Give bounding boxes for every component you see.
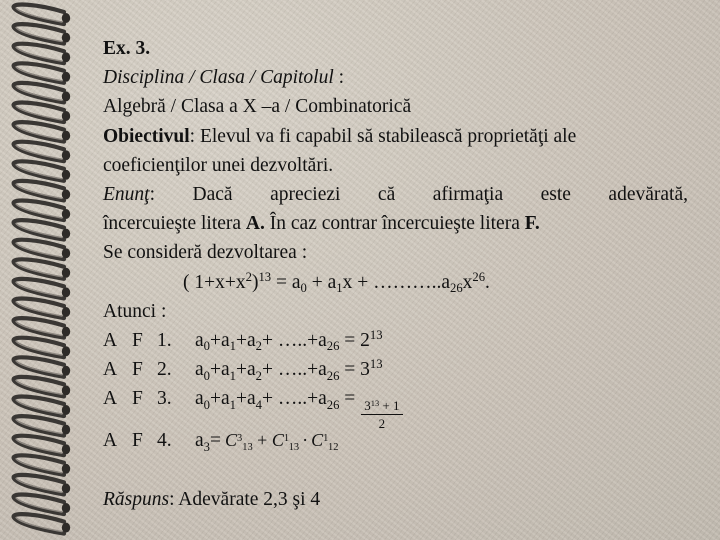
choice-a-1[interactable]: A <box>103 330 118 352</box>
binding-ring <box>14 299 71 318</box>
statement-expression: $a_3=$ <box>195 430 221 454</box>
statement-expression: $a_0+a_1+a_2+$ $\dots..+a_{26} = 3^{13}$ <box>195 357 383 383</box>
objective-line <box>103 122 688 151</box>
statement-3 <box>103 384 688 432</box>
objective-label: Obiectivul <box>103 125 190 147</box>
binding-ring <box>14 357 71 376</box>
meta-line <box>103 63 688 92</box>
binding-ring <box>14 338 71 357</box>
statement-1 <box>103 326 688 355</box>
then-line: Atunci : <box>103 300 167 322</box>
instruction-line-2 <box>103 209 688 238</box>
binding-ring <box>14 122 71 141</box>
binding-ring <box>14 514 71 533</box>
exercise-title: Ex. 3. <box>103 38 151 59</box>
binding-ring <box>14 416 71 435</box>
instruction-text-2a: încercuieşte litera <box>103 213 246 235</box>
answer-line <box>103 485 688 514</box>
statement-number: 4. <box>157 430 172 452</box>
fraction-denominator: 2 <box>378 416 386 432</box>
binding-ring <box>14 240 71 259</box>
binding-ring <box>14 436 71 455</box>
statement-expression: $a_0+a_1+a_4+$ $\dots..+a_{26}$ = <box>195 388 356 412</box>
instruction-text-2b: În caz contrar încercuieşte litera <box>264 213 525 235</box>
meta-value: Algebră / Clasa a X –a / Combinatorică <box>103 96 412 118</box>
binding-ring <box>14 142 71 161</box>
statement-number: 2. <box>157 359 172 381</box>
expansion-formula: ( $1+x+x^2)^{13} = a_0 + a_1x$ + $\dots\dots\dots..a_{26}x^{26}$. <box>183 269 490 296</box>
choice-f-3[interactable]: F <box>132 388 143 410</box>
fraction <box>361 398 402 432</box>
binding-ring <box>14 279 71 298</box>
meta-sep: : <box>333 67 345 89</box>
binding-ring <box>14 475 71 494</box>
binding-ring <box>14 83 71 102</box>
binding-ring <box>14 44 71 63</box>
binding-ring <box>14 318 71 337</box>
choice-a-2[interactable]: A <box>103 359 118 381</box>
choice-f-4[interactable]: F <box>132 430 143 452</box>
statement-expression: $a_0+a_1+a_2+$ $\dots..+a_{26} = 2^{13}$ <box>195 328 383 354</box>
answer-label: Răspuns <box>103 488 170 510</box>
binding-ring <box>14 161 71 180</box>
letter-f: F. <box>524 213 540 235</box>
instruction-line <box>103 180 688 209</box>
choice-f-2[interactable]: F <box>132 359 143 381</box>
statement-number: 1. <box>157 330 172 352</box>
choice-a-3[interactable]: A <box>103 388 118 410</box>
objective-text-2: coeficienţilor unei dezvoltări. <box>103 154 334 176</box>
answer-text: : Adevărate 2,3 şi 4 <box>169 488 321 510</box>
binding-ring <box>14 5 71 24</box>
instruction-label: Enunţ <box>103 184 150 206</box>
consider-line: Se consideră dezvoltarea : <box>103 242 308 264</box>
binding-ring <box>14 259 71 278</box>
fraction-numerator: $3^{13} + 1$ <box>361 398 402 415</box>
instruction-text: : Dacă apreciezi că afirmaţia este adevărată, <box>149 184 688 206</box>
binding-ring <box>14 181 71 200</box>
choice-a-4[interactable]: A <box>103 430 118 452</box>
combination-expression: $C^3_{13} + C^1_{13} \cdot C^1_{12}$ <box>224 430 339 454</box>
binding-ring <box>14 24 71 43</box>
meta-label: Disciplina / Clasa / Capitolul <box>103 67 334 89</box>
choice-f-1[interactable]: F <box>132 330 143 352</box>
spiral-binding <box>0 0 90 540</box>
binding-ring <box>14 377 71 396</box>
binding-ring <box>14 63 71 82</box>
binding-ring <box>14 455 71 474</box>
binding-ring <box>14 397 71 416</box>
statement-2 <box>103 355 688 384</box>
statement-number: 3. <box>157 388 172 410</box>
binding-ring <box>14 220 71 239</box>
objective-text: : Elevul va fi capabil să stabilească proprietăţi ale <box>189 125 577 147</box>
binding-ring <box>14 201 71 220</box>
binding-ring <box>14 103 71 122</box>
binding-ring <box>14 495 71 514</box>
letter-a: A. <box>245 213 265 235</box>
exercise-slide <box>103 34 688 514</box>
